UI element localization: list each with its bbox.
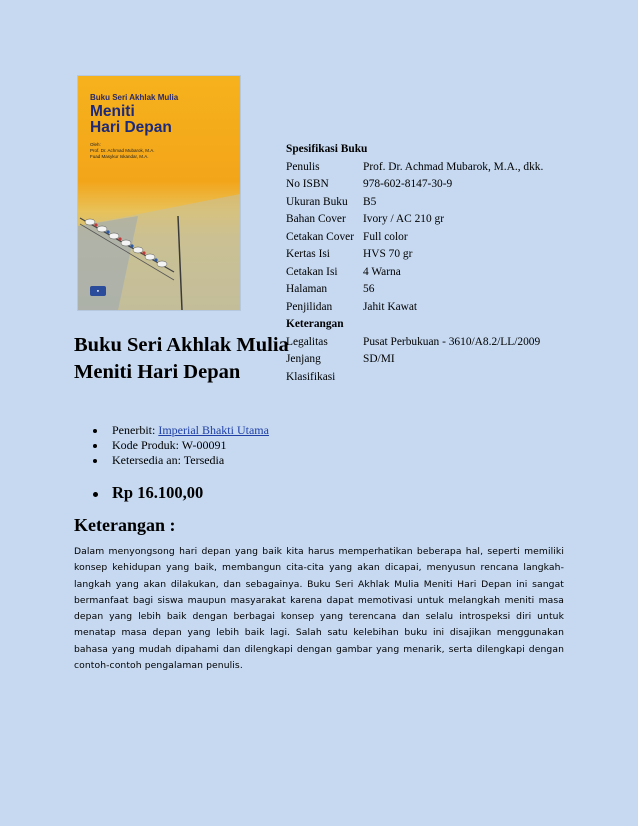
product-code-item: Kode Produk: W-00091 [74,438,269,453]
product-meta-list [74,423,269,468]
cover-series-text: Buku Seri Akhlak Mulia [90,93,179,102]
spec-row [286,334,543,352]
spec-row [286,369,543,387]
spec-table [286,141,543,386]
spec-key: No ISBN [286,178,329,190]
cover-title [90,104,172,136]
spec-key: Jenjang [286,353,321,365]
spec-row [286,351,543,369]
price: Rp 16.100,00 [74,483,203,503]
spec-heading-2: Keterangan [286,318,344,330]
spec-value: 56 [363,283,375,295]
spec-row [286,211,543,229]
cover-author-2: Fuad Masykur Iskandar, M.A. [90,154,149,159]
spec-key: Penjilidan [286,300,333,313]
spec-row [286,194,543,212]
spec-value: Ivory / AC 210 gr [363,213,444,225]
spec-value: HVS 70 gr [363,248,413,260]
spec-key: Legalitas [286,335,328,348]
spec-key: Cetakan Isi [286,265,338,278]
spec-key: Penulis [286,160,320,173]
cover-title-line1: Meniti [90,103,135,120]
book-title: Buku Seri Akhlak Mulia Meniti Hari Depan [74,334,289,383]
cover-by-label: Oleh: [90,142,101,147]
spec-value: Pusat Perbukuan - 3610/A8.2/LL/2009 [363,335,541,348]
spec-row [286,299,543,317]
description-text: Dalam menyongsong hari depan yang baik kita harus memperhatikan beberapa hal, seperti memiliki konsep kehidupan yang baik, membangun cita-cita yang akan dicapai, menyusun rencana langkah-langkah yang akan dilakukan, dan sebagainya. Buku Seri Akhlak Mulia Meniti Hari Depan ini sangat bermanfaat bagi siswa maupun masyarakat karena dapat memotivasi untuk melangkah meniti masa depan yang lebih baik dengan berbagai konsep yang terencana dan selalu introspeksi diri untuk menatap masa depan yang lebih baik lagi. Salah satu kelebihan buku ini disajikan menggunakan bahasa yang mudah dipahami dan dilengkapi dengan gambar yang menarik, serta dilengkapi dengan contoh-contoh pengalaman penulis. [74,546,564,672]
publisher-item [74,423,269,438]
spec-row [286,176,543,194]
publisher-label: Penerbit: [112,423,159,437]
spec-row [286,159,543,177]
spec-key: Kertas Isi [286,248,330,260]
cover-title-line2: Hari Depan [90,119,172,136]
spec-row [286,246,543,264]
cover-authors [90,142,155,160]
availability-item: Ketersedia an: Tersedia [74,453,269,468]
spec-key: Klasifikasi [286,370,336,383]
spec-key: Ukuran Buku [286,195,348,208]
spec-heading: Spesifikasi Buku [286,143,368,155]
spec-row [286,229,543,247]
spec-value: Prof. Dr. Achmad Mubarok, M.A., dkk. [363,160,544,173]
publisher-logo-icon: ● [90,286,106,296]
description-heading: Keterangan : [74,515,176,535]
spec-value: 978-602-8147-30-9 [363,178,453,190]
spec-value: B5 [363,195,377,208]
spec-value: Jahit Kawat [363,300,418,313]
cover-author-1: Prof. Dr. Achmad Mubarok, M.A. [90,148,155,153]
spec-row [286,281,543,299]
spec-key: Cetakan Cover [286,230,355,243]
spec-row [286,264,543,282]
spec-value: SD/MI [363,353,395,365]
book-cover-image [78,76,240,310]
spec-value: Full color [363,230,408,243]
spec-key: Halaman [286,283,328,295]
spec-key: Bahan Cover [286,213,346,225]
spec-value: 4 Warna [363,265,401,278]
publisher-link[interactable]: Imperial Bhakti Utama [158,423,269,437]
